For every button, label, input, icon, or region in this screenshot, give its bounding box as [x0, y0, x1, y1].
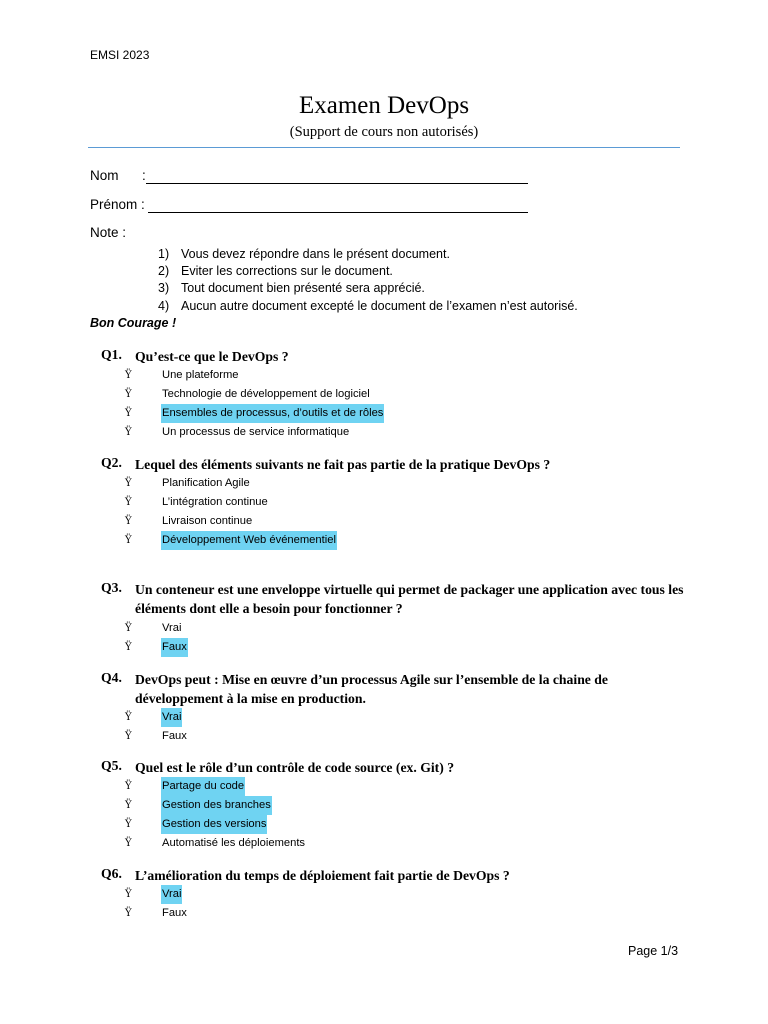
- instruction-text: Vous devez répondre dans le présent document.: [181, 247, 450, 261]
- instruction-number: 3): [158, 281, 170, 296]
- instruction-item: [158, 280, 578, 297]
- answer-label-highlighted: Faux: [161, 638, 188, 657]
- instructions-list: [158, 246, 578, 315]
- question-text: DevOps peut : Mise en œuvre d’un processus Agile sur l’ensemble de la chaine de développement à la mise en production.: [135, 672, 608, 706]
- header-school: EMSI 2023: [90, 48, 150, 62]
- instruction-item: [158, 246, 578, 263]
- bullet-icon: Ÿ: [125, 370, 132, 381]
- answer-label-highlighted: Développement Web événementiel: [161, 531, 337, 550]
- instruction-number: 2): [158, 264, 170, 279]
- answer-label: Un processus de service informatique: [162, 426, 350, 438]
- page-number: Page 1/3: [628, 944, 679, 958]
- question-number: Q6.: [101, 866, 122, 881]
- question-text: Qu’est-ce que le DevOps ?: [135, 349, 289, 364]
- nom-field: [90, 168, 146, 183]
- bullet-icon: Ÿ: [125, 819, 132, 830]
- question-number: Q2.: [101, 455, 122, 470]
- instruction-number: 1): [158, 247, 170, 261]
- answer-label-highlighted: Vrai: [161, 708, 182, 727]
- bullet-icon: Ÿ: [125, 408, 132, 419]
- bullet-icon: Ÿ: [125, 535, 132, 546]
- page-title: Examen DevOps: [298, 92, 470, 119]
- bullet-icon: Ÿ: [125, 478, 132, 489]
- note-field: [90, 225, 126, 240]
- answer-label: Livraison continue: [162, 515, 253, 527]
- prenom-label: Prénom :: [90, 197, 145, 212]
- answer-label-highlighted: Ensembles de processus, d’outils et de rôles: [161, 404, 384, 423]
- bullet-icon: Ÿ: [125, 497, 132, 508]
- answer-label-highlighted: Gestion des versions: [161, 815, 267, 834]
- title-divider: [88, 147, 680, 148]
- answer-label: Une plateforme: [162, 369, 239, 381]
- question-text: Un conteneur est une enveloppe virtuelle qui permet de packager une application avec tous les éléments dont elle a besoin pour fonctionner ?: [135, 582, 684, 616]
- answer-label: Planification Agile: [162, 477, 250, 489]
- bullet-icon: Ÿ: [125, 908, 132, 919]
- bullet-icon: Ÿ: [125, 838, 132, 849]
- bullet-icon: Ÿ: [125, 781, 132, 792]
- instruction-text: Tout document bien présenté sera apprécié.: [181, 281, 425, 296]
- question-number: Q3.: [101, 580, 122, 595]
- answer-label: Vrai: [162, 622, 182, 634]
- answer-label-highlighted: Vrai: [161, 885, 182, 904]
- answer-label: Automatisé les déploiements: [162, 837, 306, 849]
- answer-label: Technologie de développement de logiciel: [162, 388, 370, 400]
- bullet-icon: Ÿ: [125, 712, 132, 723]
- instruction-item: [158, 263, 578, 280]
- answer-label: Faux: [162, 730, 187, 742]
- answer-label-highlighted: Partage du code: [161, 777, 245, 796]
- bullet-icon: Ÿ: [125, 800, 132, 811]
- answer-label: Faux: [162, 907, 187, 919]
- bon-courage-text: Bon Courage !: [90, 316, 177, 330]
- answer-label-highlighted: Gestion des branches: [161, 796, 272, 815]
- question-text: Lequel des éléments suivants ne fait pas partie de la pratique DevOps ?: [135, 457, 551, 472]
- bullet-icon: Ÿ: [125, 642, 132, 653]
- page-subtitle: (Support de cours non autorisés): [289, 124, 479, 140]
- question-number: Q5.: [101, 758, 122, 773]
- note-label: Note :: [90, 225, 127, 240]
- question-text: L’amélioration du temps de déploiement fait partie de DevOps ?: [135, 868, 510, 883]
- bullet-icon: Ÿ: [125, 889, 132, 900]
- instruction-number: 4): [158, 298, 170, 313]
- prenom-input-line[interactable]: [148, 212, 528, 213]
- nom-input-line[interactable]: [146, 183, 528, 184]
- nom-label: Nom: [90, 168, 119, 183]
- answer-label: L’intégration continue: [162, 496, 268, 508]
- instruction-text: Aucun autre document excepté le document de l’examen n’est autorisé.: [181, 298, 578, 313]
- question-number: Q1.: [101, 347, 122, 362]
- bullet-icon: Ÿ: [125, 731, 132, 742]
- bullet-icon: Ÿ: [125, 516, 132, 527]
- instruction-item: [158, 298, 578, 315]
- question-text: Quel est le rôle d’un contrôle de code source (ex. Git) ?: [135, 760, 455, 775]
- instruction-text: Eviter les corrections sur le document.: [181, 264, 393, 279]
- bullet-icon: Ÿ: [125, 389, 132, 400]
- bullet-icon: Ÿ: [125, 427, 132, 438]
- prenom-field: [90, 197, 145, 212]
- nom-colon: :: [142, 168, 146, 183]
- bullet-icon: Ÿ: [125, 623, 132, 634]
- question-number: Q4.: [101, 670, 122, 685]
